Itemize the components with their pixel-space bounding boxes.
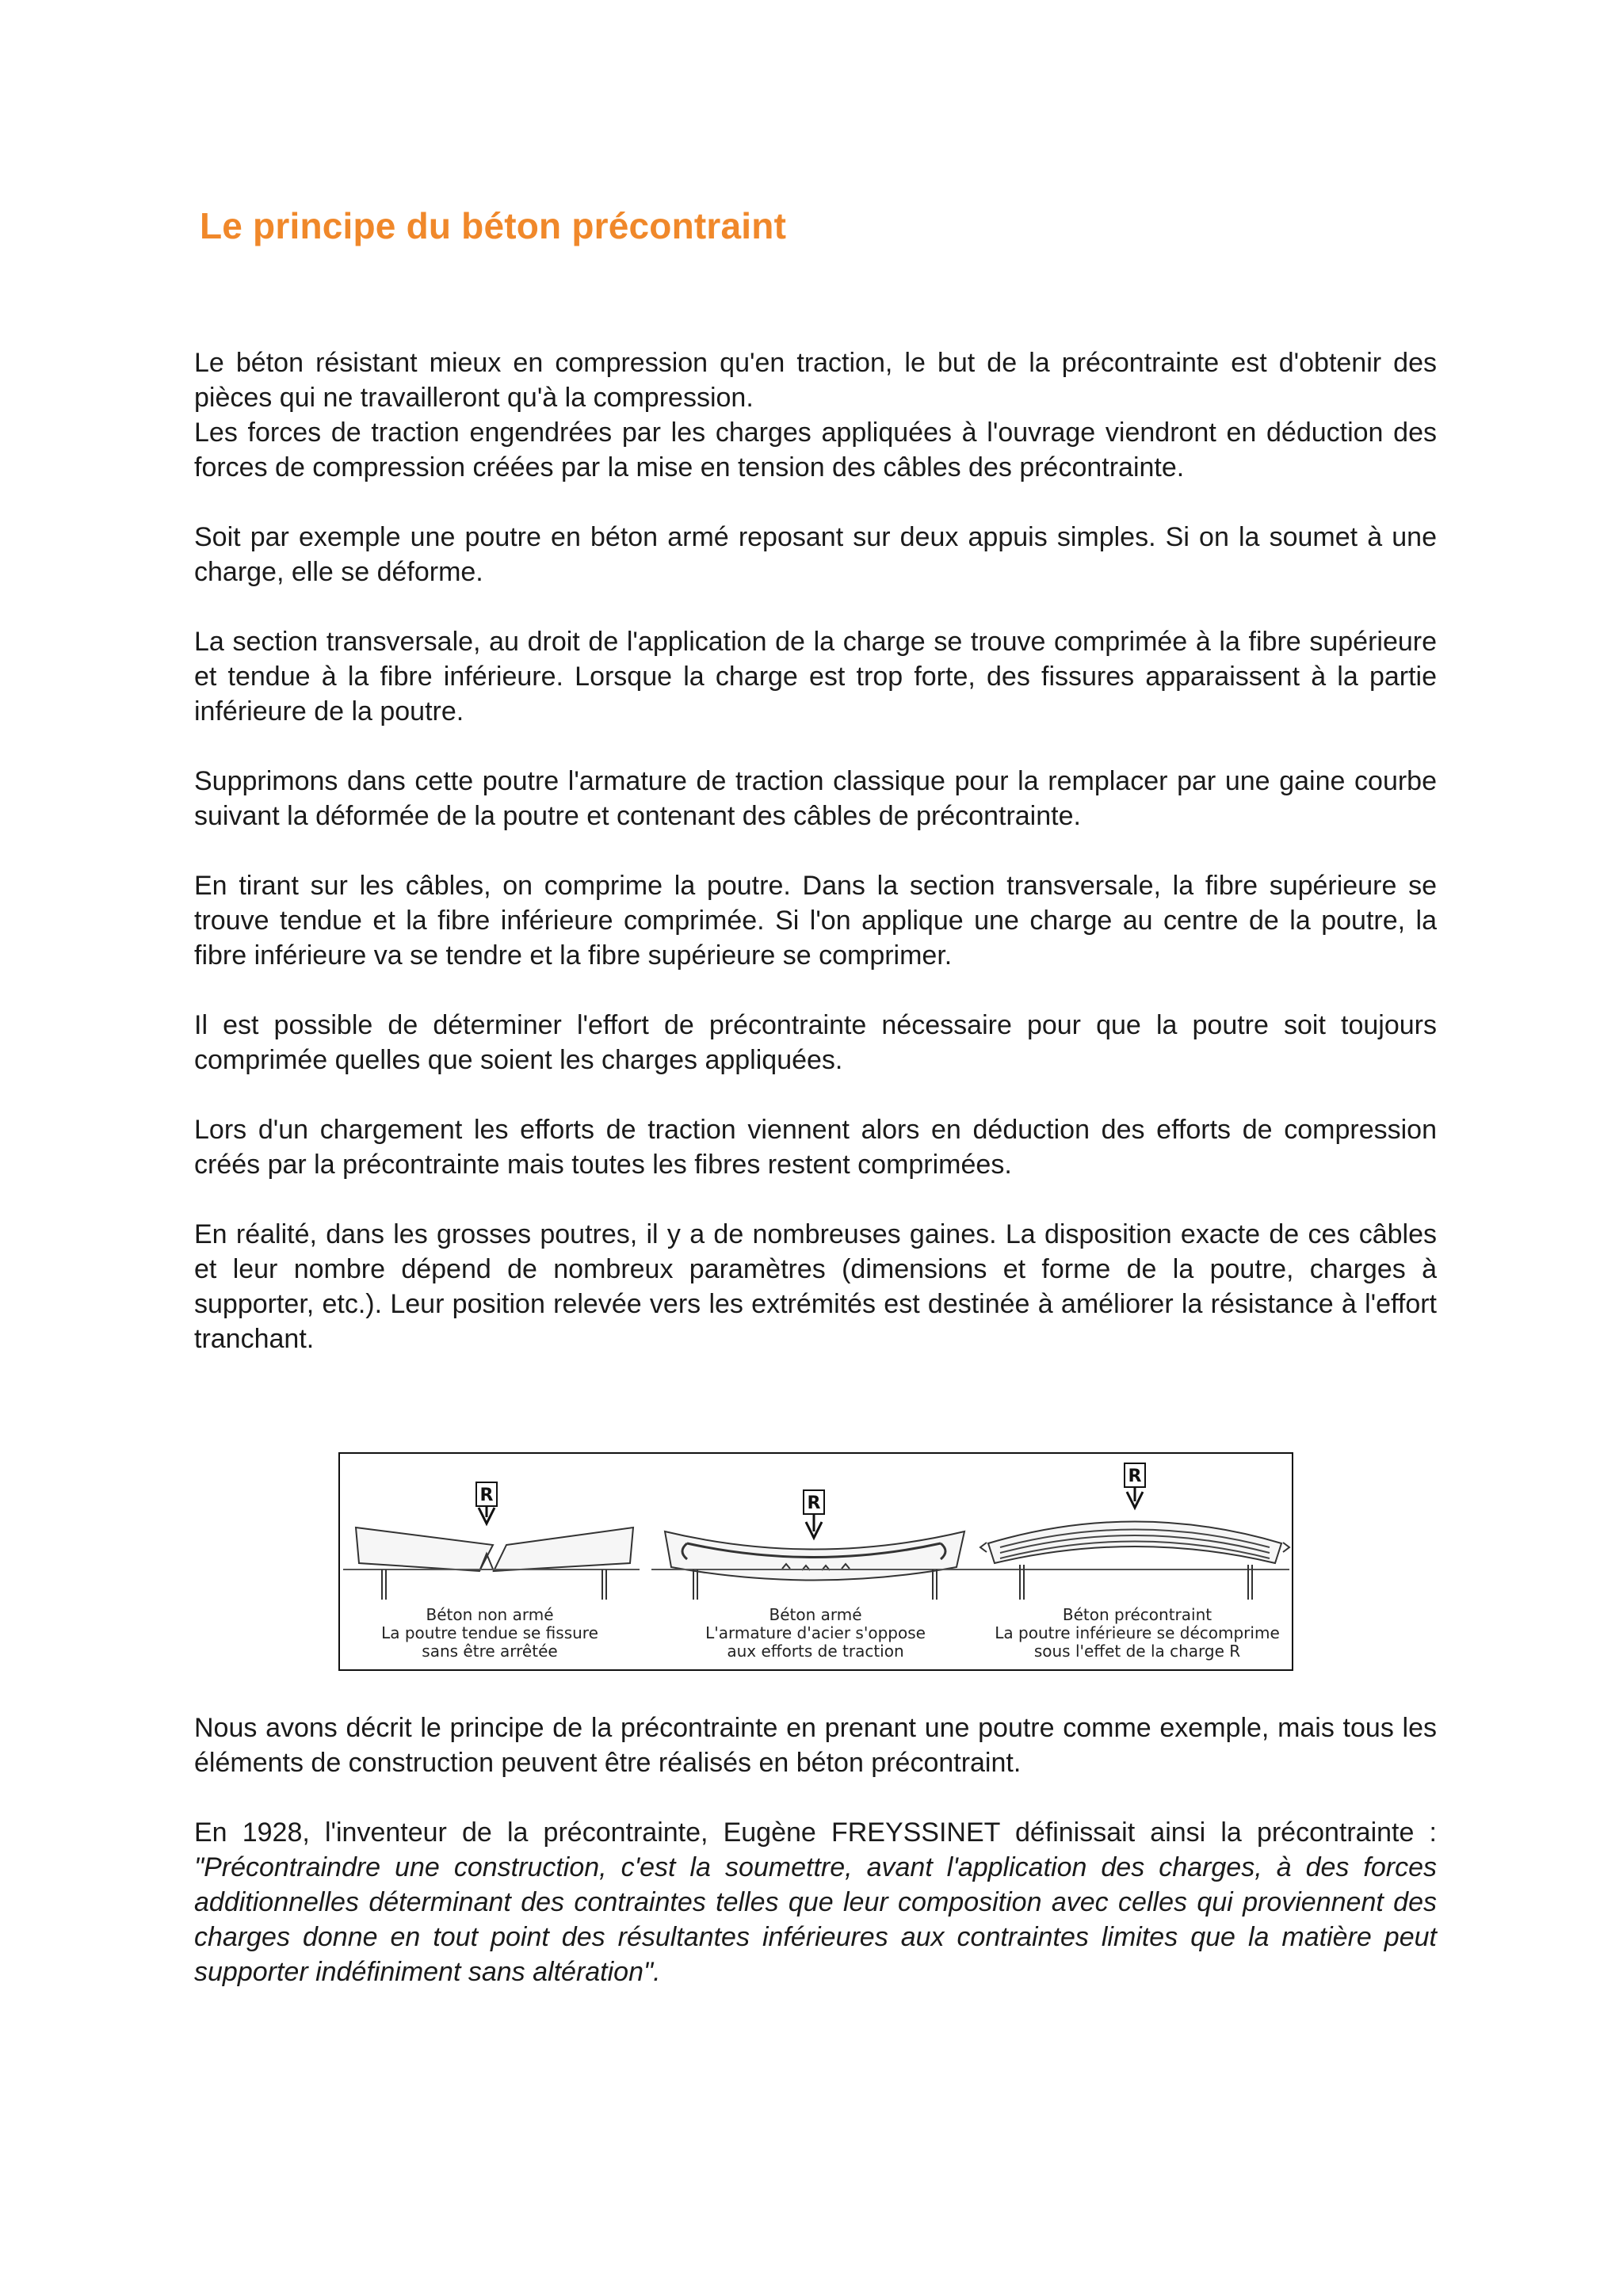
paragraph: Soit par exemple une poutre en béton armé reposant sur deux appuis simples. Si on la soumet à une charge, elle se déforme. xyxy=(194,522,1437,587)
page-title: Le principe du béton précontraint xyxy=(200,205,787,246)
panel-caption-line: sans être arrêtée xyxy=(422,1642,558,1661)
freyssinet-quote: "Précontraindre une construction, c'est la soumettre, avant l'application des charges, à des forces additionnelles déterminant des contraintes telles que leur composition avec celles qui proviennent des charges donne en tout point des résultantes inférieures aux contraintes limites que la matière peut supporter indéfiniment sans altération". xyxy=(194,1852,1437,1987)
panel-caption-line: aux efforts de traction xyxy=(727,1642,904,1661)
panel-caption-title: Béton non armé xyxy=(426,1605,554,1624)
quote-intro: En 1928, l'inventeur de la précontrainte, Eugène FREYSSINET définissait ainsi la précontrainte : xyxy=(194,1817,1437,1848)
load-label: R xyxy=(479,1486,494,1505)
paragraph: Supprimons dans cette poutre l'armature de traction classique pour la remplacer par une gaine courbe suivant la déformée de la poutre et contenant des câbles de précontrainte. xyxy=(194,766,1437,831)
load-label: R xyxy=(1128,1466,1142,1486)
paragraph: La section transversale, au droit de l'application de la charge se trouve comprimée à la fibre supérieure et tendue à la fibre inférieure. Lorsque la charge est trop forte, des fissures apparaissent à la partie inférieure de la poutre. xyxy=(194,627,1437,727)
beam-diagram xyxy=(338,1452,1293,1671)
paragraph: Le béton résistant mieux en compression qu'en traction, le but de la précontrainte est d'obtenir des pièces qui ne travailleront qu'à la compression. xyxy=(194,348,1437,413)
paragraph: En tirant sur les câbles, on comprime la poutre. Dans la section transversale, la fibre supérieure se trouve tendue et la fibre inférieure comprimée. Si l'on applique une charge au centre de la poutre, la fibre inférieure va se tendre et la fibre supérieure se comprimer. xyxy=(194,871,1437,971)
quote-paragraph xyxy=(194,1815,1437,1989)
panel-caption-title: Béton armé xyxy=(769,1605,862,1624)
panel-caption-line: sous l'effet de la charge R xyxy=(1033,1642,1241,1661)
paragraph: Nous avons décrit le principe de la précontrainte en prenant une poutre comme exemple, mais tous les éléments de construction peuvent être réalisés en béton précontraint. xyxy=(194,1713,1437,1778)
beam-diagram-svg xyxy=(338,1452,1293,1671)
paragraph: Il est possible de déterminer l'effort de précontrainte nécessaire pour que la poutre soit toujours comprimée quelles que soient les charges appliquées. xyxy=(194,1010,1437,1075)
paragraph: Lors d'un chargement les efforts de traction viennent alors en déduction des efforts de compression créés par la précontrainte mais toutes les fibres restent comprimées. xyxy=(194,1115,1437,1180)
panel-caption-line: La poutre tendue se fissure xyxy=(381,1623,598,1642)
paragraph: En réalité, dans les grosses poutres, il y a de nombreuses gaines. La disposition exacte de ces câbles et leur nombre dépend de nombreux paramètres (dimensions et forme de la poutre, charges à supporter, etc.). Leur position relevée vers les extrémités est destinée à améliorer la résistance à l'effort tranchant. xyxy=(194,1219,1437,1354)
panel-caption-title: Béton précontraint xyxy=(1062,1605,1212,1624)
panel-caption-line: La poutre inférieure se décomprime xyxy=(995,1623,1280,1642)
paragraph: Les forces de traction engendrées par les charges appliquées à l'ouvrage viendront en déduction des forces de compression créées par la mise en tension des câbles des précontrainte. xyxy=(194,418,1437,482)
load-label: R xyxy=(807,1493,821,1513)
panel-caption-line: L'armature d'acier s'oppose xyxy=(705,1623,926,1642)
intro-text xyxy=(194,345,1437,1391)
closing-text xyxy=(194,1711,1437,2024)
